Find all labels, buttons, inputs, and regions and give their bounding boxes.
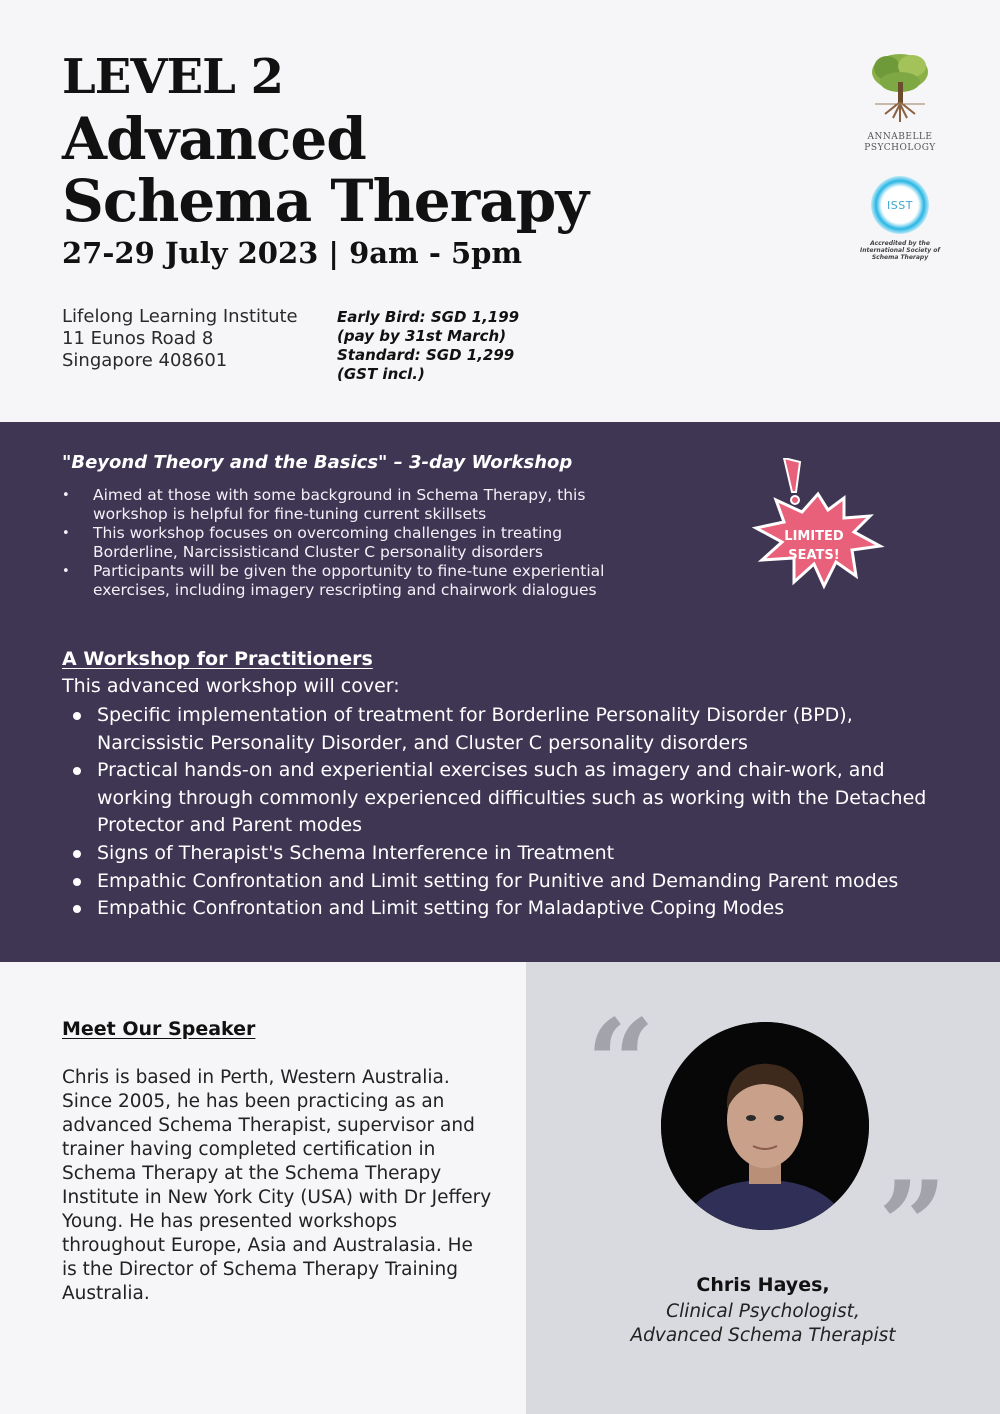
isst-caption-1: Accredited by the: [870, 240, 930, 247]
badge-text-limited: LIMITED: [784, 529, 844, 544]
speaker-portrait: [661, 1022, 869, 1230]
price-gst-note: (GST incl.): [337, 365, 425, 383]
list-item: Signs of Therapist's Schema Interference in Treatment: [62, 840, 942, 868]
list-item: Empathic Confrontation and Limit setting for Maladaptive Coping Modes: [62, 895, 942, 923]
speaker-role: [526, 1300, 1000, 1348]
speaker-role-line-1: Clinical Psychologist,: [666, 1301, 860, 1322]
title-line-1: LEVEL 2: [62, 49, 284, 105]
venue-line-1: Lifelong Learning Institute: [62, 306, 298, 327]
workshop-banner: [0, 422, 1000, 962]
title-line-3: Schema Therapy: [62, 167, 589, 235]
open-quote-icon: “: [586, 993, 656, 1134]
speaker-photo: [661, 1022, 869, 1230]
isst-badge-icon: [871, 176, 929, 234]
speaker-name: Chris Hayes,: [696, 1274, 830, 1296]
price-standard: Standard: SGD 1,299: [337, 346, 515, 364]
price-early-bird: Early Bird: SGD 1,199: [337, 308, 520, 326]
page-title: [62, 46, 589, 235]
list-item: Practical hands-on and experiential exercises such as imagery and chair-work, and working through commonly experienced difficulties such as working with the Detached Protector and Parent modes: [62, 757, 942, 840]
workshop-bullet: • Aimed at those with some background in Schema Therapy, this workshop is helpful for fine-tuning current skillsets: [62, 486, 642, 524]
speaker-photo-section: [526, 962, 1000, 1414]
title-line-2: Advanced: [62, 105, 366, 173]
isst-accreditation-logo: [858, 176, 942, 261]
speaker-bio-section: [0, 962, 526, 1414]
isst-caption-3: Schema Therapy: [871, 254, 929, 261]
exclamation-icon: [784, 458, 800, 492]
list-item: Specific implementation of treatment for Borderline Personality Disorder (BPD), Narcissistic Personality Disorder, and Cluster C personality disorders: [62, 702, 942, 757]
isst-caption: [858, 240, 942, 261]
limited-seats-badge: [748, 458, 888, 598]
pricing-info: [337, 308, 519, 384]
isst-label: ISST: [887, 198, 913, 212]
workshop-bullet: • This workshop focuses on overcoming challenges in treating Borderline, Narcissisticand Cluster C personality disorders: [62, 524, 642, 562]
list-item: Empathic Confrontation and Limit setting for Punitive and Demanding Parent modes: [62, 868, 942, 896]
header-section: [0, 0, 1000, 422]
workshop-bullets: [62, 486, 642, 600]
practitioners-intro: This advanced workshop will cover:: [62, 675, 400, 697]
speaker-heading: Meet Our Speaker: [62, 1018, 256, 1040]
logo-text-psychology: PSYCHOLOGY: [864, 143, 936, 153]
logo-text-annabelle: ANNABELLE: [867, 132, 933, 142]
practitioners-list: [62, 702, 942, 923]
venue-address: [62, 306, 298, 372]
workshop-bullet: • Participants will be given the opportunity to fine-tune experiential exercises, including imagery rescripting and chairwork dialogues: [62, 562, 642, 600]
venue-line-3: Singapore 408601: [62, 350, 228, 371]
close-quote-icon: ”: [878, 1155, 948, 1296]
isst-caption-2: International Society of: [860, 247, 940, 254]
speaker-role-line-2: Advanced Schema Therapist: [630, 1325, 896, 1346]
event-dates: 27-29 July 2023 | 9am - 5pm: [62, 236, 523, 270]
tree-icon: [865, 52, 935, 126]
venue-line-2: 11 Eunos Road 8: [62, 328, 214, 349]
practitioners-heading: A Workshop for Practitioners: [62, 648, 373, 670]
annabelle-psychology-logo: [862, 52, 938, 154]
speaker-bio: Chris is based in Perth, Western Australia. Since 2005, he has been practicing as an advanced Schema Therapist, supervisor and trainer having completed certification in Schema Therapy at the Schema Therapy Institute in New York City (USA) with Dr Jeffery Young. He has presented workshops throughout Europe, Asia and Australasia. He is the Director of Schema Therapy Training Australia.: [62, 1067, 492, 1304]
workshop-heading: "Beyond Theory and the Basics" – 3-day Workshop: [62, 452, 573, 473]
price-early-note: (pay by 31st March): [337, 327, 507, 345]
badge-text-seats: SEATS!: [788, 548, 840, 563]
